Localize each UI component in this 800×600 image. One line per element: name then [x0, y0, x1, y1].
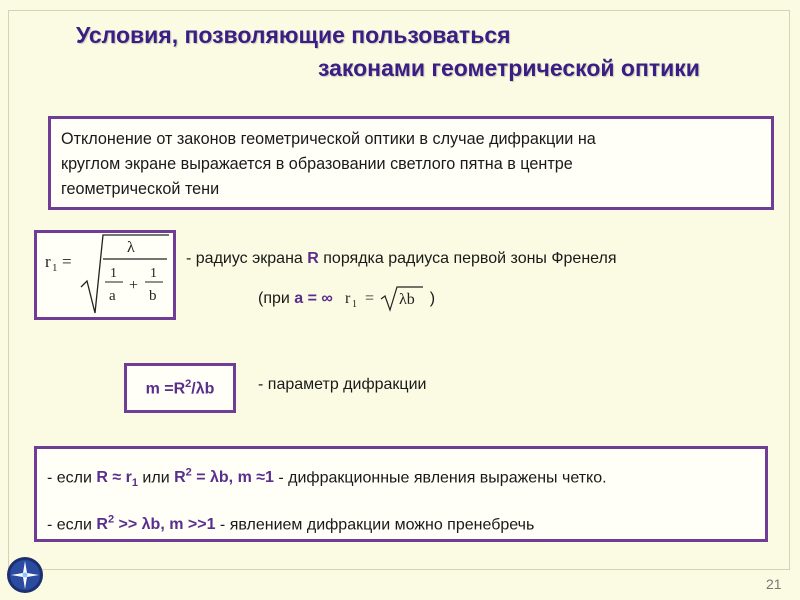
- c1-bold1: [96, 469, 138, 490]
- c1-b2-rest: = λb, m ≈1: [191, 469, 274, 487]
- university-logo-icon: [6, 556, 44, 594]
- deviation-line1: Отклонение от законов геометрической оптики в случае дифракции на: [61, 130, 596, 148]
- note-r: r: [345, 290, 351, 307]
- slide-title-line2: законами геометрической оптики: [318, 55, 700, 81]
- formula-one-a: 1: [110, 266, 117, 281]
- formula-equals: =: [62, 252, 72, 271]
- radius-desc-suffix: порядка радиуса первой зоны Френеля: [318, 250, 617, 267]
- c2-text1: - если: [47, 515, 97, 533]
- c1-b1-sub: 1: [131, 477, 138, 490]
- c2-text2: - явлением дифракции можно пренебречь: [215, 515, 535, 533]
- c1-b2: R: [174, 469, 186, 487]
- fresnel-radius-formula-box: [34, 230, 176, 320]
- slide-title-line1: Условия, позволяющие пользоваться: [76, 22, 511, 48]
- note-close: ): [429, 290, 436, 308]
- note-a-infinity: a = ∞: [294, 290, 333, 308]
- formula-plus: +: [129, 277, 139, 294]
- fresnel-radius-formula: [37, 233, 173, 317]
- c1-text3: - дифракционные явления выражены четко.: [273, 469, 607, 487]
- deviation-box: [48, 116, 774, 210]
- condition-2: [47, 510, 755, 535]
- formula-lambda: λ: [127, 239, 135, 256]
- formula-lhs: r: [45, 252, 51, 271]
- parameter-description: - параметр дифракции: [258, 376, 427, 393]
- page-number: 21: [766, 576, 782, 592]
- diffraction-parameter-formula: [146, 378, 215, 398]
- param-rest: /λb: [191, 380, 215, 398]
- formula-one-b: 1: [150, 266, 157, 281]
- conditions-box: [34, 446, 768, 542]
- diffraction-parameter-box: [124, 363, 236, 413]
- deviation-line2: круглом экране выражается в образовании светлого пятна в центре: [61, 155, 573, 173]
- deviation-line3: геометрической тени: [61, 180, 220, 198]
- c2-b1-rest: >> λb, m >>1: [114, 515, 216, 533]
- c2-b1: R: [96, 515, 108, 533]
- c1-text1: - если: [47, 469, 97, 487]
- c1-b1: R ≈ r: [96, 469, 132, 487]
- c1-text2: или: [137, 469, 175, 487]
- infinite-a-note: [258, 285, 435, 313]
- formula-a: a: [109, 288, 116, 304]
- note-formula: [343, 285, 425, 313]
- c2-b1-sup: 2: [107, 513, 115, 526]
- note-open: (при: [258, 290, 295, 308]
- formula-b: b: [149, 288, 157, 304]
- radius-description: [186, 250, 617, 268]
- note-r-sub: 1: [352, 299, 358, 310]
- radius-symbol: R: [307, 250, 319, 267]
- radius-desc-prefix: - радиус экрана: [186, 250, 308, 267]
- condition-1: [47, 463, 755, 494]
- param-sup: 2: [185, 377, 192, 390]
- c1-bold2: [174, 469, 274, 486]
- param-lhs: m =R: [145, 380, 186, 398]
- c1-b2-sup: 2: [185, 467, 192, 479]
- formula-lhs-sub: 1: [52, 262, 58, 274]
- note-expr: λb: [399, 291, 416, 308]
- c2-bold1: [96, 513, 216, 533]
- note-equals: =: [365, 290, 375, 307]
